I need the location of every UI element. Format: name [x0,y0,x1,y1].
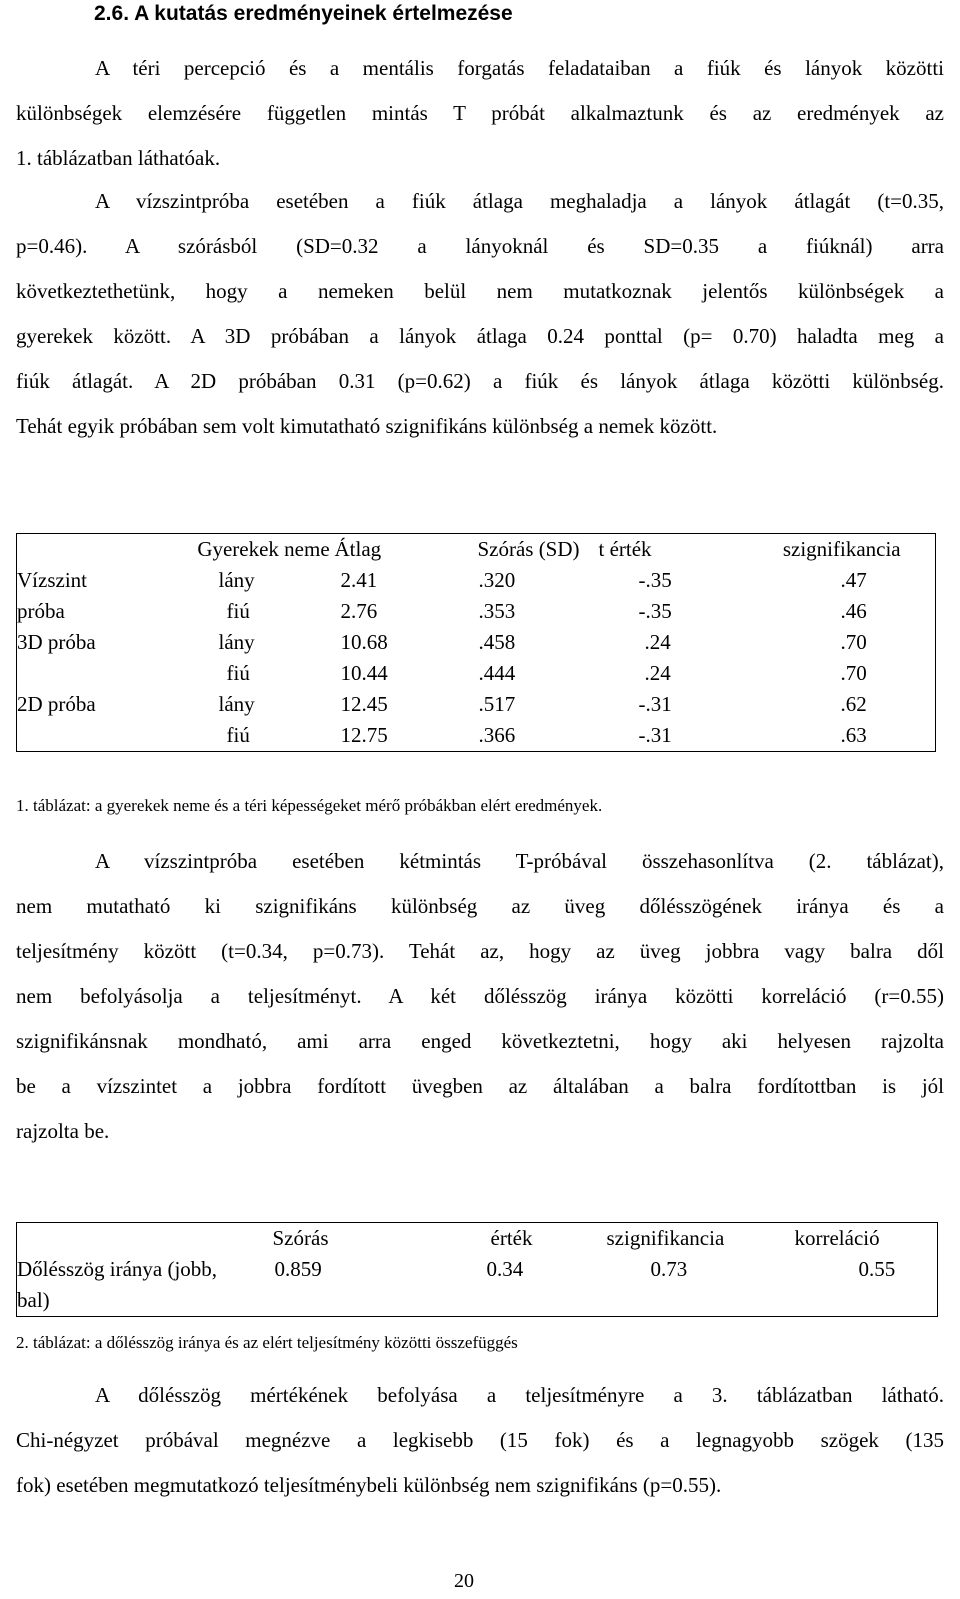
paragraph-angle [16,1373,944,1508]
table-header-cell: korreláció [794,1226,880,1250]
table-cell [17,658,193,689]
table-cell: 0.34 [486,1257,524,1281]
table-header-cell: Átlag [334,537,382,561]
table-cell: próba [17,599,65,623]
table-header-cell [17,1223,267,1255]
text-line: rajzolta be. [16,1119,110,1143]
table-cell: 10.68 [340,630,388,654]
table-header-cell: érték [490,1226,533,1250]
table-header-cell: t érték [598,537,652,561]
table-cell: fiú [226,723,250,747]
table-cell: .46 [840,599,867,623]
table-cell: Vízszint [17,568,87,592]
paragraph-intro [16,46,944,181]
table-cell: .47 [840,568,867,592]
table-cell: 12.45 [340,692,388,716]
table-row [17,658,936,689]
text-line: szignifikánsnak mondható, ami arra enged következtetni, hogy aki helyesen rajzolta [16,1029,944,1053]
table-header-cell: szignifikancia [606,1226,725,1250]
table-cell: .24 [644,661,671,685]
table-row [17,627,936,658]
table-cell: .70 [840,630,867,654]
table-row [17,1254,938,1317]
table-cell: lány [218,692,255,716]
text-line: 1. táblázatban láthatóak. [16,146,221,170]
table2-caption: 2. táblázat: a dőlésszög iránya és az elért teljesítmény közötti összefüggés [16,1333,518,1352]
table-cell: .458 [478,630,516,654]
text-line: Chi-négyzet próbával megnézve a legkisebb (15 fok) és a legnagyobb szögek (135 [16,1428,944,1452]
text-line: A dőlésszög mértékének befolyása a teljesítményre a 3. táblázatban látható. [95,1383,944,1407]
table-cell: .366 [478,723,516,747]
table-cell: .517 [478,692,516,716]
table-cell: 0.55 [858,1257,896,1281]
table-cell: lány [218,630,255,654]
table-header-row [17,1223,938,1255]
text-line: A vízszintpróba esetében a fiúk átlaga meghaladja a lányok átlagát (t=0.35, [95,189,944,213]
table-row [17,689,936,720]
section-heading: 2.6. A kutatás eredményeinek értelmezése [94,2,513,25]
table-cell: 0.859 [274,1257,322,1281]
text-line: p=0.46). A szórásból (SD=0.32 a lányoknál és SD=0.35 a fiúknál) arra [16,234,944,258]
text-line: fok) esetében megmutatkozó teljesítménybeli különbség nem szignifikáns (p=0.55). [16,1473,722,1497]
paragraph-tilt [16,839,944,1154]
table-cell: -.31 [638,692,672,716]
text-line: be a vízszintet a jobbra fordított üvegben az általában a balra fordítottban is jól [16,1074,944,1098]
table1-caption: 1. táblázat: a gyerekek neme és a téri képességeket mérő próbákban elért eredmények. [16,796,603,815]
table-cell: -.31 [638,723,672,747]
table-cell: .320 [478,568,516,592]
text-line: teljesítmény között (t=0.34, p=0.73). Tehát az, hogy az üveg jobbra vagy balra dől [16,939,944,963]
table-cell: -.35 [638,599,672,623]
page-number: 20 [454,1570,474,1592]
text-line: gyerekek között. A 3D próbában a lányok átlaga 0.24 ponttal (p= 0.70) haladta meg a [16,324,944,348]
paragraph-results [16,179,944,449]
text-line: különbségek elemzésére független mintás T próbát alkalmaztunk és az eredmények az [16,101,944,125]
table-cell: .24 [644,630,671,654]
results-table [16,533,936,752]
table-cell: .353 [478,599,516,623]
table-header-row [17,534,936,566]
table-header-cell: Szórás (SD) [477,537,580,561]
table-cell: fiú [226,661,250,685]
table-header-cell: Gyerekek neme [197,537,330,561]
text-line: következtethetünk, hogy a nemeken belül nem mutatkoznak jelentős különbségek a [16,279,944,303]
table-row [17,596,936,627]
table-cell: lány [218,568,255,592]
table-row [17,565,936,596]
table-cell: -.35 [638,568,672,592]
text-line: A vízszintpróba esetében kétmintás T-próbával összehasonlítva (2. táblázat), [95,849,944,873]
table-row-label: Dőlésszög iránya (jobb, bal) [17,1257,218,1312]
table-row [17,720,936,752]
table-header-cell: Szórás [272,1226,329,1250]
table-cell: 2D próba [17,692,96,716]
table-cell: fiú [226,599,250,623]
text-line: A téri percepció és a mentális forgatás feladataiban a fiúk és lányok közötti [95,56,944,80]
text-line: Tehát egyik próbában sem volt kimutatható szignifikáns különbség a nemek között. [16,414,718,438]
table-cell: .70 [840,661,867,685]
table-cell: .63 [840,723,867,747]
table-cell [17,720,193,752]
table-cell: 2.41 [340,568,378,592]
table-header-cell [17,534,193,566]
table-cell: 12.75 [340,723,388,747]
text-line: nem mutatható ki szignifikáns különbség az üveg dőlésszögének iránya és a [16,894,944,918]
text-line: fiúk átlagát. A 2D próbában 0.31 (p=0.62) a fiúk és lányok átlaga közötti különbség. [16,369,944,393]
table-cell: 10.44 [340,661,388,685]
table-cell: 0.73 [650,1257,688,1281]
table-cell: 2.76 [340,599,378,623]
text-line: nem befolyásolja a teljesítményt. A két dőlésszög iránya közötti korreláció (r=0.55) [16,984,944,1008]
tilt-table [16,1222,938,1317]
table-cell: 3D próba [17,630,96,654]
table-cell: .62 [840,692,867,716]
table-cell: .444 [478,661,516,685]
table-header-cell: szignifikancia [782,537,901,561]
